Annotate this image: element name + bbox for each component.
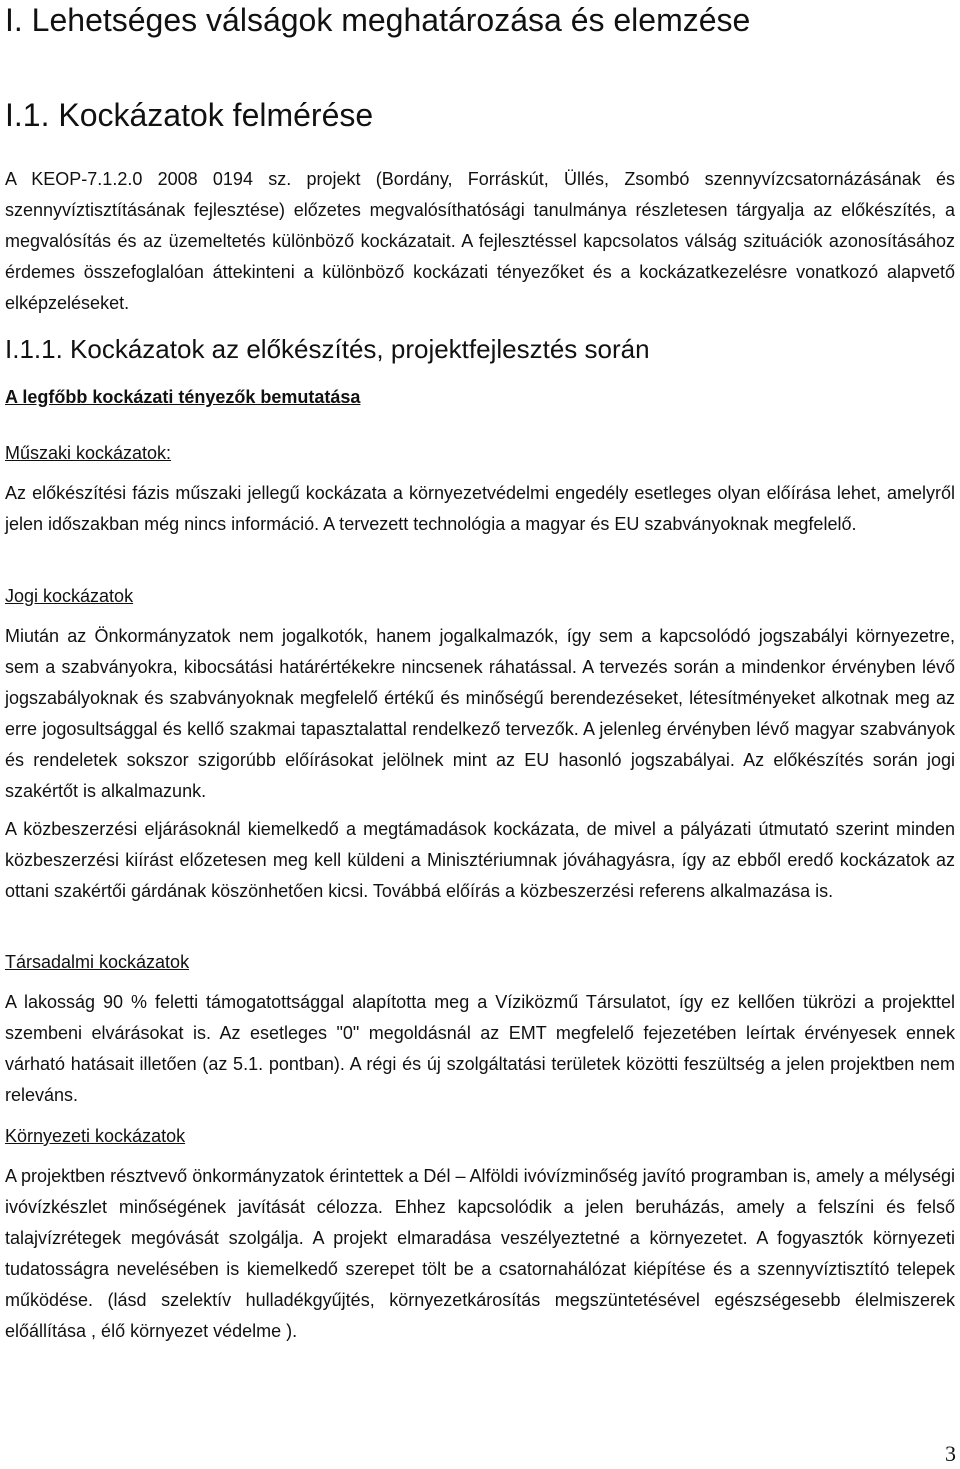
environmental-risks-heading: Környezeti kockázatok [5,1126,186,1146]
environmental-risks-paragraph: A projektben résztvevő önkormányzatok érintettek a Dél – Alföldi ivóvízminőség javító programban is, amely a mélységi ivóvízkészlet minőségének javítását célozza. Ehhez kapcsolódik a jelen beruházás, amely a felszíni és felső talajvízrétegek megóvását szolgálja. A projekt elmaradása veszélyeztetné a környezetet. A fogyasztók környezeti tudatosságra nevelésében is kiemelkedő szerepet tölt be a csatornahálózat kiépítése és a szennyvíztisztító telepek működése. (lásd szelektív hulladékgyűjtés, környezetkárosítás megszüntetésével egészségesebb élelmiszerek előállítása , élő környezet védelme ). [5,1166,955,1341]
page-title: I. Lehetséges válságok meghatározása és elemzése [5,2,751,38]
subsection-heading: I.1.1. Kockázatok az előkészítés, projektfejlesztés során [5,334,650,364]
main-risk-heading: A legfőbb kockázati tényezők bemutatása [5,387,361,407]
section-heading: I.1. Kockázatok felmérése [5,97,374,133]
legal-risks-paragraph-1: Miután az Önkormányzatok nem jogalkotók, hanem jogalkalmazók, így sem a kapcsolódó jogszabályi környezetre, sem a szabványokra, kibocsátási határértékekre nincsenek ráhatással. A tervezés során a mindenkor érvényben lévő jogszabályoknak és szabványoknak megfelelő értékű és minőségű berendezéseket, létesítményeket alkotnak meg az erre jogosultsággal és kellő szakmai tapasztalattal rendelkező tervezők. A jelenleg érvényben lévő magyar szabványok és rendeletek sokszor szigorúbb előírásokat jelölnek mint az EU hasonló jogszabályai. Az előkészítés során jogi szakértőt is alkalmazunk. [5,626,955,801]
social-risks-paragraph: A lakosság 90 % feletti támogatottsággal alapította meg a Víziközmű Társulatot, így ez kellően tükrözi a projekttel szembeni elvárásokat is. Az esetleges "0" megoldásnál az EMT megfelelő fejezetében leírtak érvényesek ennek várható hatásait illetően (az 5.1. pontban). A régi és új szolgáltatási területek közötti feszültség a jelen projektben nem releváns. [5,992,955,1105]
intro-paragraph: A KEOP-7.1.2.0 2008 0194 sz. projekt (Bordány, Forráskút, Üllés, Zsombó szennyvízcsatornázásának és szennyvíztisztításának fejlesztése) előzetes megvalósíthatósági tanulmánya részletesen tárgyalja az előkészítés, a megvalósítás és az üzemeltetés különböző kockázatait. A fejlesztéssel kapcsolatos válság szituációk azonosításához érdemes összefoglalóan áttekinteni a különböző kockázati tényezőket és a kockázatkezelésre vonatkozó alapvető elképzeléseket. [5,169,955,313]
legal-risks-heading: Jogi kockázatok [5,586,134,606]
legal-risks-paragraph-2: A közbeszerzési eljárásoknál kiemelkedő a megtámadások kockázata, de mivel a pályázati útmutató szerint minden közbeszerzési kiírást előzetesen meg kell küldeni a Minisztériumnak jóváhagyásra, így az ebből eredő kockázatok az ottani szakértői gárdának köszönhetően kicsi. Továbbá előírás a közbeszerzési referens alkalmazása is. [5,819,955,901]
technical-risks-paragraph: Az előkészítési fázis műszaki jellegű kockázata a környezetvédelmi engedély esetleges olyan előírása lehet, amelyről jelen időszakban még nincs információ. A tervezett technológia a magyar és EU szabványoknak megfelelő. [5,483,955,534]
technical-risks-heading: Műszaki kockázatok: [5,443,172,463]
page-number: 3 [945,1441,956,1466]
social-risks-heading: Társadalmi kockázatok [5,952,190,972]
